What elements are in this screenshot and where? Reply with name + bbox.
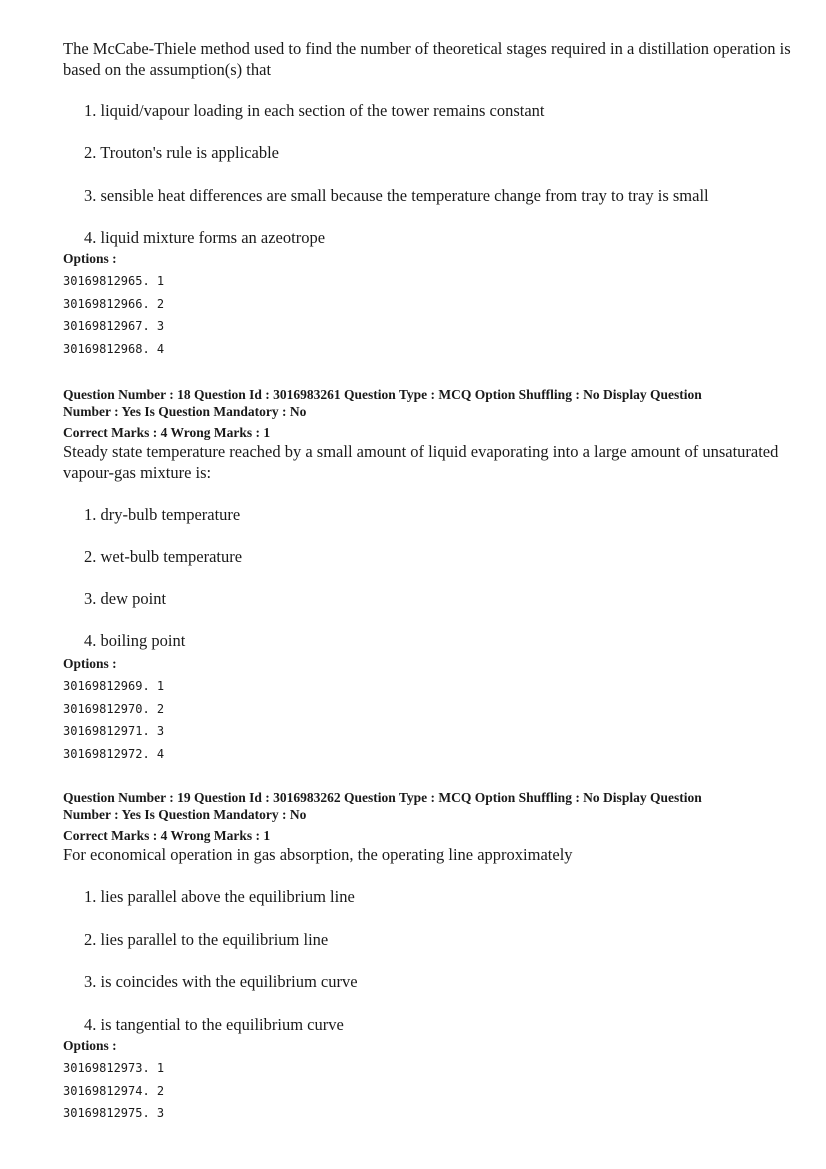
choice-3: 3. sensible heat differences are small because the temperature change from tray to tray is small (84, 186, 709, 205)
question-meta: Number : Yes Is Question Mandatory : No (63, 404, 307, 419)
question-meta: Question Number : 19 Question Id : 3016983262 Question Type : MCQ Option Shuffling : No Display Question (63, 790, 702, 805)
option-id: 30169812971. 3 (63, 724, 165, 738)
choice-4: 4. boiling point (84, 631, 186, 650)
option-id: 30169812969. 1 (63, 679, 165, 693)
choice-3: 3. dew point (84, 589, 167, 608)
option-id: 30169812972. 4 (63, 746, 165, 761)
question-text: For economical operation in gas absorption, the operating line approximately (63, 845, 573, 864)
option-id: 30169812970. 2 (63, 701, 165, 716)
option-id: 30169812968. 4 (63, 341, 165, 356)
question-marks: Correct Marks : 4 Wrong Marks : 1 (63, 828, 271, 843)
question-19-options (63, 1037, 803, 1129)
options-label: Options : (63, 251, 117, 266)
choice-2: 2. wet-bulb temperature (84, 547, 243, 566)
question-17 (63, 38, 803, 80)
choice-2: 2. lies parallel to the equilibrium line (84, 930, 329, 949)
question-text: Steady state temperature reached by a small amount of liquid evaporating into a large amount of unsaturated vapour-gas mixture is: (63, 442, 779, 482)
document-page (63, 0, 803, 1169)
options-label: Options : (63, 656, 117, 671)
choice-2: 2. Trouton's rule is applicable (84, 143, 280, 162)
choice-1: 1. liquid/vapour loading in each section of the tower remains constant (84, 101, 545, 120)
option-id: 30169812965. 1 (63, 274, 165, 288)
question-marks: Correct Marks : 4 Wrong Marks : 1 (63, 425, 271, 440)
question-17-options (63, 250, 803, 364)
question-text: The McCabe-Thiele method used to find the number of theoretical stages required in a distillation operation is based on the assumption(s) that (63, 39, 791, 79)
choice-1: 1. dry-bulb temperature (84, 505, 241, 524)
option-id: 30169812973. 1 (63, 1061, 165, 1075)
choice-3: 3. is coincides with the equilibrium curve (84, 972, 358, 991)
choice-4: 4. is tangential to the equilibrium curve (84, 1015, 344, 1034)
choice-1: 1. lies parallel above the equilibrium line (84, 887, 355, 906)
option-id: 30169812967. 3 (63, 319, 165, 333)
question-meta: Number : Yes Is Question Mandatory : No (63, 807, 307, 822)
option-id: 30169812974. 2 (63, 1083, 165, 1098)
choice-4: 4. liquid mixture forms an azeotrope (84, 228, 326, 247)
question-meta: Question Number : 18 Question Id : 3016983261 Question Type : MCQ Option Shuffling : No Display Question (63, 387, 702, 402)
option-id: 30169812975. 3 (63, 1106, 165, 1120)
question-18-options (63, 655, 803, 769)
options-label: Options : (63, 1038, 117, 1053)
question-18 (63, 386, 803, 483)
option-id: 30169812966. 2 (63, 296, 165, 311)
question-19 (63, 789, 803, 865)
